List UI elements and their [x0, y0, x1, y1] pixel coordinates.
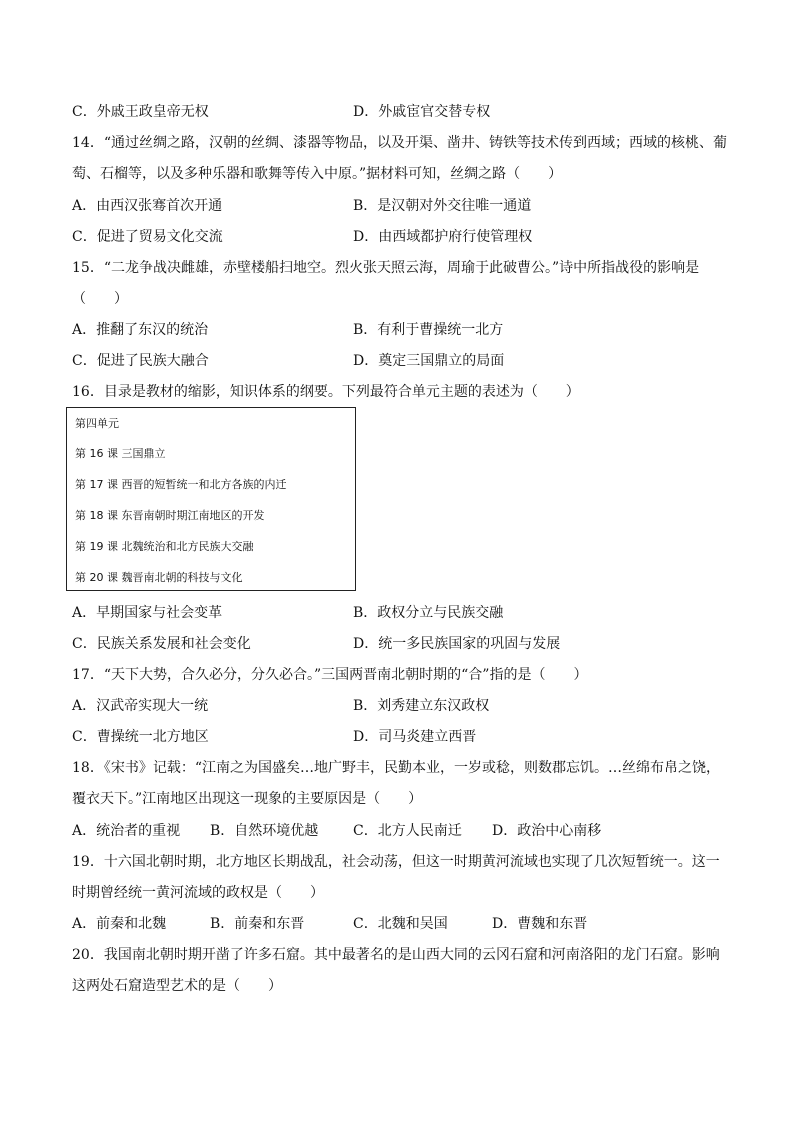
q16-option-c: C．民族关系发展和社会变化 — [72, 636, 251, 652]
q18-option-c: C．北方人民南迁 — [353, 823, 462, 839]
q16-option-a: A．早期国家与社会变革 — [72, 605, 223, 621]
q18-option-b: B．自然环境优越 — [210, 823, 319, 839]
q17-stem: 17．“天下大势，合久必分，分久必合。”三国两晋南北朝时期的“合”指的是（ ） — [72, 667, 588, 683]
toc-lesson-17: 第 17 课 西晋的短暂统一和北方各族的内迁 — [75, 478, 287, 491]
q14-stem-line2: 萄、石榴等，以及多种乐器和歌舞等传入中原。”据材料可知，丝绸之路（ ） — [72, 166, 563, 182]
q18-stem-line1: 18．《宋书》记载：“江南之为国盛矣…地广野丰，民勤本业，一岁或稔，则数郡忘饥。…丝绵布帛之饶， — [72, 760, 720, 776]
q17-option-a: A．汉武帝实现大一统 — [72, 698, 209, 714]
q14-stem-line1: 14．“通过丝绸之路，汉朝的丝绸、漆器等物品，以及开渠、凿井、铸铁等技术传到西域；西域的核桃、葡 — [72, 135, 727, 151]
q19-stem-line1: 19．十六国北朝时期，北方地区长期战乱，社会动荡，但这一时期黄河流域也实现了几次短暂统一。这一 — [72, 854, 720, 870]
q15-option-d: D．奠定三国鼎立的局面 — [353, 353, 505, 369]
q17-option-d: D．司马炎建立西晋 — [353, 729, 477, 745]
q20-stem-line2: 这两处石窟造型艺术的是（ ） — [72, 978, 282, 994]
toc-lesson-19: 第 19 课 北魏统治和北方民族大交融 — [75, 540, 254, 553]
q15-option-b: B．有利于曹操统一北方 — [353, 322, 504, 338]
q16-option-b: B．政权分立与民族交融 — [353, 605, 504, 621]
q16-stem: 16．目录是教材的缩影，知识体系的纲要。下列最符合单元主题的表述为（ ） — [72, 384, 580, 400]
q15-option-a: A．推翻了东汉的统治 — [72, 322, 209, 338]
q20-stem-line1: 20．我国南北朝时期开凿了许多石窟。其中最著名的是山西大同的云冈石窟和河南洛阳的龙门石窟。影响 — [72, 947, 720, 963]
toc-lesson-20: 第 20 课 魏晋南北朝的科技与文化 — [75, 571, 243, 584]
toc-unit-title: 第四单元 — [75, 417, 119, 430]
q15-stem-line1: 15．“二龙争战决雌雄，赤壁楼船扫地空。烈火张天照云海，周瑜于此破曹公。”诗中所指战役的影响是 — [72, 260, 700, 276]
toc-lesson-18: 第 18 课 东晋南朝时期江南地区的开发 — [75, 509, 265, 522]
q19-option-c: C．北魏和吴国 — [353, 916, 448, 932]
table-of-contents-box — [66, 407, 356, 591]
q18-stem-line2: 覆衣天下。”江南地区出现这一现象的主要原因是（ ） — [72, 791, 423, 807]
q15-stem-line2: （ ） — [72, 291, 128, 307]
q19-option-d: D．曹魏和东晋 — [492, 916, 588, 932]
toc-lesson-16: 第 16 课 三国鼎立 — [75, 447, 166, 460]
q15-option-c: C．促进了民族大融合 — [72, 353, 209, 369]
q13-option-d: D．外戚宦官交替专权 — [353, 104, 491, 120]
q13-option-c: C．外戚王政皇帝无权 — [72, 104, 209, 120]
q19-option-a: A．前秦和北魏 — [72, 916, 167, 932]
q17-option-c: C．曹操统一北方地区 — [72, 729, 209, 745]
q14-option-c: C．促进了贸易文化交流 — [72, 229, 223, 245]
q14-option-d: D．由西域都护府行使管理权 — [353, 229, 533, 245]
q19-option-b: B．前秦和东晋 — [210, 916, 305, 932]
q19-stem-line2: 时期曾经统一黄河流域的政权是（ ） — [72, 885, 324, 901]
q18-option-d: D．政治中心南移 — [492, 823, 602, 839]
q14-option-a: A．由西汉张骞首次开通 — [72, 198, 223, 214]
q14-option-b: B．是汉朝对外交往唯一通道 — [353, 198, 532, 214]
q18-option-a: A．统治者的重视 — [72, 823, 181, 839]
q16-option-d: D．统一多民族国家的巩固与发展 — [353, 636, 561, 652]
q17-option-b: B．刘秀建立东汉政权 — [353, 698, 490, 714]
